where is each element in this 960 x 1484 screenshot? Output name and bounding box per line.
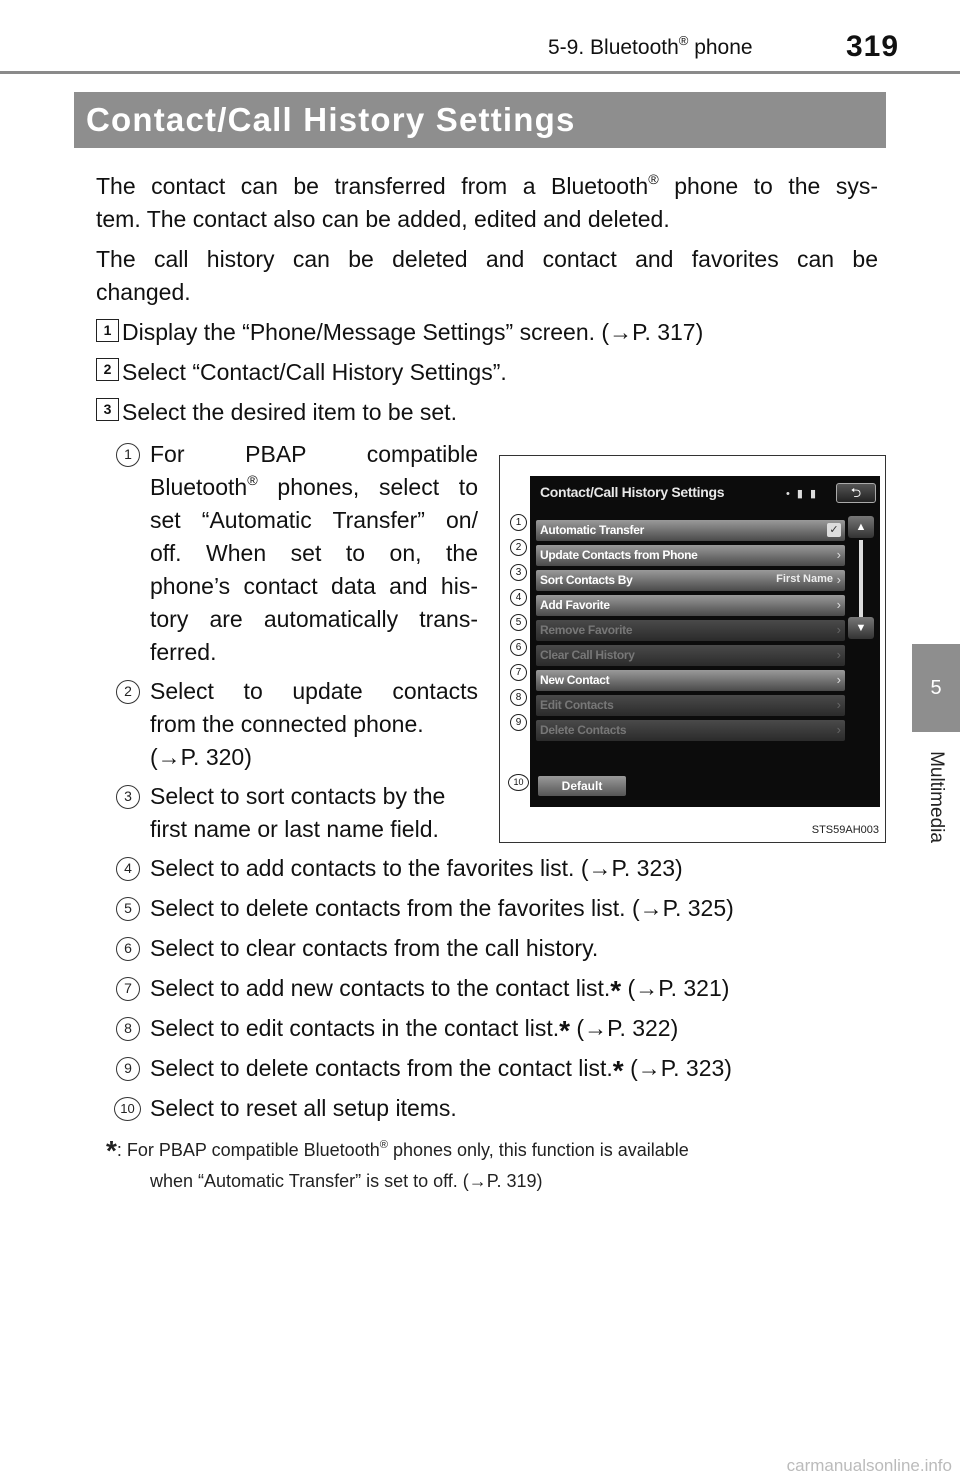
item-text: Select to add contacts to the favorites list. (→P. 323)	[150, 855, 683, 881]
header-rule	[0, 71, 960, 74]
callout-number: 1	[116, 443, 140, 467]
step-badge: 1	[96, 319, 119, 342]
screen-callout: 8	[510, 689, 527, 706]
row-update-contacts[interactable]: Update Contacts from Phone ›	[536, 545, 845, 566]
screen-callout: 4	[510, 589, 527, 606]
screen-callout: 5	[510, 614, 527, 631]
screen-callout: 6	[510, 639, 527, 656]
callout-number: 4	[116, 857, 140, 881]
chevron-right-icon: ›	[836, 572, 841, 587]
item-text: ferred.	[150, 639, 217, 665]
callout-number: 9	[116, 1057, 140, 1081]
screen-callout: 3	[510, 564, 527, 581]
item-text: first name or last name field.	[150, 816, 439, 842]
step-badge: 3	[96, 398, 119, 421]
item-text: from the connected phone.	[150, 711, 424, 737]
item-text: Bluetooth® phones, select to	[150, 472, 478, 500]
checkbox-icon[interactable]: ✓	[827, 523, 841, 537]
page-number: 319	[846, 30, 900, 63]
default-button[interactable]: Default	[538, 776, 626, 796]
intro-line-4: changed.	[96, 279, 191, 305]
callout-number: 7	[116, 977, 140, 1001]
callout-number: 6	[116, 937, 140, 961]
display-screen	[530, 476, 880, 807]
item-text: Select to add new contacts to the contact list.* (→P. 321)	[150, 975, 730, 1006]
chevron-right-icon: ›	[836, 672, 841, 687]
intro-line-1: The contact can be transferred from a Bluetooth® phone to the sys-	[96, 171, 878, 199]
item-text: phone’s contact data and his-	[150, 573, 478, 599]
screen-figure	[499, 455, 886, 843]
item-text: tory are automatically trans-	[150, 606, 478, 632]
scroll-down-button[interactable]: ▼	[848, 617, 874, 639]
intro-line-3: The call history can be deleted and contact and favorites can be	[96, 246, 878, 272]
item-text: Select to update contacts	[150, 678, 478, 704]
chapter-label: Multimedia	[926, 751, 947, 843]
intro-line-2: tem. The contact also can be added, edited and deleted.	[96, 206, 670, 232]
row-delete-contacts[interactable]: Delete Contacts ›	[536, 720, 845, 741]
chevron-right-icon: ›	[836, 697, 841, 712]
scrollbar[interactable]	[859, 540, 863, 620]
item-text: For PBAP compatible	[150, 441, 478, 467]
screen-callout: 9	[510, 714, 527, 731]
item-text: Select to clear contacts from the call history.	[150, 935, 599, 961]
figure-code: STS59AH003	[811, 824, 879, 836]
item-text: Select to sort contacts by the	[150, 783, 446, 809]
row-edit-contacts[interactable]: Edit Contacts ›	[536, 695, 845, 716]
callout-number: 2	[116, 680, 140, 704]
footnote: *: For PBAP compatible Bluetooth® phones only, this function is available when “Automatic Transfer” is set to off. (→P. 319)	[106, 1135, 689, 1191]
screen-title: Contact/Call History Settings	[540, 484, 725, 500]
row-automatic-transfer[interactable]: Automatic Transfer ✓	[536, 520, 845, 541]
row-clear-call-history[interactable]: Clear Call History ›	[536, 645, 845, 666]
step-text: Select “Contact/Call History Settings”.	[122, 359, 507, 385]
status-indicators: • ▮ ▮	[786, 488, 819, 500]
item-text: off. When set to on, the	[150, 540, 478, 566]
callout-number: 5	[116, 897, 140, 921]
item-text: Select to delete contacts from the contact list.* (→P. 323)	[150, 1055, 732, 1086]
screen-callout: 1	[510, 514, 527, 531]
page-title: Contact/Call History Settings	[74, 92, 886, 148]
chevron-right-icon: ›	[836, 622, 841, 637]
item-text: set “Automatic Transfer” on/	[150, 507, 478, 533]
back-button[interactable]: ⮌	[836, 483, 876, 503]
item-text: (→P. 320)	[150, 744, 252, 770]
row-remove-favorite[interactable]: Remove Favorite ›	[536, 620, 845, 641]
chevron-right-icon: ›	[836, 597, 841, 612]
step-text: Select the desired item to be set.	[122, 399, 457, 425]
row-add-favorite[interactable]: Add Favorite ›	[536, 595, 845, 616]
row-sort-contacts[interactable]: Sort Contacts By First Name ›	[536, 570, 845, 591]
screen-callout: 2	[510, 539, 527, 556]
step-text: Display the “Phone/Message Settings” screen. (→P. 317)	[122, 319, 704, 345]
item-text: Select to edit contacts in the contact list.* (→P. 322)	[150, 1015, 679, 1046]
chapter-tab[interactable]: 5	[912, 644, 960, 732]
row-new-contact[interactable]: New Contact ›	[536, 670, 845, 691]
item-text: Select to delete contacts from the favorites list. (→P. 325)	[150, 895, 734, 921]
screen-callout: 10	[508, 774, 529, 791]
chevron-right-icon: ›	[836, 647, 841, 662]
watermark: carmanualsonline.info	[786, 1456, 952, 1475]
callout-number: 8	[116, 1017, 140, 1041]
item-text: Select to reset all setup items.	[150, 1095, 457, 1121]
callout-number: 3	[116, 785, 140, 809]
screen-callout: 7	[510, 664, 527, 681]
section-heading: 5-9. Bluetooth® phone	[548, 32, 753, 59]
chevron-right-icon: ›	[836, 547, 841, 562]
chevron-right-icon: ›	[836, 722, 841, 737]
step-badge: 2	[96, 358, 119, 381]
sort-value: First Name	[776, 573, 833, 585]
callout-number: 10	[114, 1097, 141, 1121]
scroll-up-button[interactable]: ▲	[848, 516, 874, 538]
